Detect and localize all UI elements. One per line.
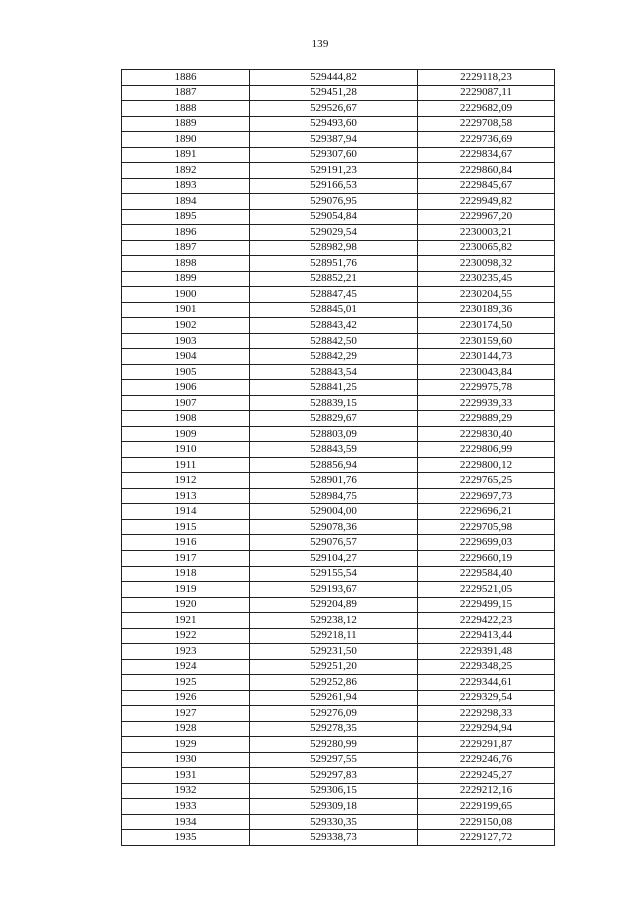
- x-coordinate-cell: 529451,28: [250, 85, 418, 101]
- table-row: [122, 613, 555, 629]
- y-coordinate-cell: 2229584,40: [418, 566, 555, 582]
- point-number-cell: 1925: [122, 675, 250, 691]
- x-coordinate-cell: 528843,54: [250, 364, 418, 380]
- y-coordinate-cell: 2229800,12: [418, 457, 555, 473]
- y-coordinate-cell: 2230235,45: [418, 271, 555, 287]
- table-row: [122, 194, 555, 210]
- table-row: [122, 799, 555, 815]
- point-number-cell: 1896: [122, 225, 250, 241]
- table-row: [122, 597, 555, 613]
- x-coordinate-cell: 529076,57: [250, 535, 418, 551]
- table-row: [122, 302, 555, 318]
- x-coordinate-cell: 528841,25: [250, 380, 418, 396]
- point-number-cell: 1898: [122, 256, 250, 272]
- point-number-cell: 1903: [122, 333, 250, 349]
- point-number-cell: 1917: [122, 550, 250, 566]
- point-number-cell: 1928: [122, 721, 250, 737]
- x-coordinate-cell: 529155,54: [250, 566, 418, 582]
- table-row: [122, 395, 555, 411]
- x-coordinate-cell: 529387,94: [250, 132, 418, 148]
- y-coordinate-cell: 2229845,67: [418, 178, 555, 194]
- point-number-cell: 1920: [122, 597, 250, 613]
- x-coordinate-cell: 529193,67: [250, 582, 418, 598]
- table-row: [122, 457, 555, 473]
- point-number-cell: 1932: [122, 783, 250, 799]
- y-coordinate-cell: 2229199,65: [418, 799, 555, 815]
- x-coordinate-cell: 529078,36: [250, 519, 418, 535]
- x-coordinate-cell: 529309,18: [250, 799, 418, 815]
- x-coordinate-cell: 528839,15: [250, 395, 418, 411]
- y-coordinate-cell: 2229521,05: [418, 582, 555, 598]
- point-number-cell: 1931: [122, 768, 250, 784]
- table-row: [122, 70, 555, 86]
- point-number-cell: 1918: [122, 566, 250, 582]
- table-row: [122, 411, 555, 427]
- table-row: [122, 132, 555, 148]
- point-number-cell: 1888: [122, 101, 250, 117]
- table-row: [122, 287, 555, 303]
- point-number-cell: 1911: [122, 457, 250, 473]
- x-coordinate-cell: 529338,73: [250, 830, 418, 846]
- y-coordinate-cell: 2230043,84: [418, 364, 555, 380]
- point-number-cell: 1910: [122, 442, 250, 458]
- point-number-cell: 1894: [122, 194, 250, 210]
- x-coordinate-cell: 529297,55: [250, 752, 418, 768]
- point-number-cell: 1934: [122, 814, 250, 830]
- table-row: [122, 504, 555, 520]
- table-row: [122, 535, 555, 551]
- point-number-cell: 1902: [122, 318, 250, 334]
- page-number: 139: [311, 38, 329, 50]
- table-row: [122, 830, 555, 846]
- x-coordinate-cell: 528845,01: [250, 302, 418, 318]
- point-number-cell: 1908: [122, 411, 250, 427]
- table-body: [122, 70, 555, 846]
- y-coordinate-cell: 2230144,73: [418, 349, 555, 365]
- table-row: [122, 644, 555, 660]
- x-coordinate-cell: 528843,59: [250, 442, 418, 458]
- table-row: [122, 659, 555, 675]
- y-coordinate-cell: 2229245,27: [418, 768, 555, 784]
- y-coordinate-cell: 2229660,19: [418, 550, 555, 566]
- x-coordinate-cell: 529204,89: [250, 597, 418, 613]
- x-coordinate-cell: 528842,50: [250, 333, 418, 349]
- table-row: [122, 628, 555, 644]
- table-row: [122, 163, 555, 179]
- point-number-cell: 1919: [122, 582, 250, 598]
- y-coordinate-cell: 2229939,33: [418, 395, 555, 411]
- table-row: [122, 147, 555, 163]
- x-coordinate-cell: 529276,09: [250, 706, 418, 722]
- x-coordinate-cell: 529166,53: [250, 178, 418, 194]
- x-coordinate-cell: 528803,09: [250, 426, 418, 442]
- y-coordinate-cell: 2230189,36: [418, 302, 555, 318]
- x-coordinate-cell: 529444,82: [250, 70, 418, 86]
- table-row: [122, 116, 555, 132]
- point-number-cell: 1926: [122, 690, 250, 706]
- point-number-cell: 1933: [122, 799, 250, 815]
- table-row: [122, 706, 555, 722]
- table-row: [122, 349, 555, 365]
- point-number-cell: 1893: [122, 178, 250, 194]
- x-coordinate-cell: 529218,11: [250, 628, 418, 644]
- table-row: [122, 814, 555, 830]
- point-number-cell: 1927: [122, 706, 250, 722]
- table-row: [122, 225, 555, 241]
- point-number-cell: 1887: [122, 85, 250, 101]
- point-number-cell: 1905: [122, 364, 250, 380]
- point-number-cell: 1923: [122, 644, 250, 660]
- point-number-cell: 1924: [122, 659, 250, 675]
- y-coordinate-cell: 2230003,21: [418, 225, 555, 241]
- x-coordinate-cell: 528984,75: [250, 488, 418, 504]
- y-coordinate-cell: 2229705,98: [418, 519, 555, 535]
- x-coordinate-cell: 529054,84: [250, 209, 418, 225]
- table-row: [122, 737, 555, 753]
- table-row: [122, 675, 555, 691]
- x-coordinate-cell: 528951,76: [250, 256, 418, 272]
- y-coordinate-cell: 2229298,33: [418, 706, 555, 722]
- table-row: [122, 333, 555, 349]
- point-number-cell: 1922: [122, 628, 250, 644]
- table-row: [122, 178, 555, 194]
- table-row: [122, 519, 555, 535]
- point-number-cell: 1930: [122, 752, 250, 768]
- point-number-cell: 1892: [122, 163, 250, 179]
- x-coordinate-cell: 529280,99: [250, 737, 418, 753]
- x-coordinate-cell: 528982,98: [250, 240, 418, 256]
- y-coordinate-cell: 2229291,87: [418, 737, 555, 753]
- x-coordinate-cell: 528852,21: [250, 271, 418, 287]
- y-coordinate-cell: 2230098,32: [418, 256, 555, 272]
- y-coordinate-cell: 2229765,25: [418, 473, 555, 489]
- point-number-cell: 1929: [122, 737, 250, 753]
- point-number-cell: 1897: [122, 240, 250, 256]
- y-coordinate-cell: 2229889,29: [418, 411, 555, 427]
- y-coordinate-cell: 2229329,54: [418, 690, 555, 706]
- y-coordinate-cell: 2230065,82: [418, 240, 555, 256]
- table-row: [122, 690, 555, 706]
- x-coordinate-cell: 529297,83: [250, 768, 418, 784]
- table-row: [122, 101, 555, 117]
- point-number-cell: 1891: [122, 147, 250, 163]
- x-coordinate-cell: 528842,29: [250, 349, 418, 365]
- y-coordinate-cell: 2229127,72: [418, 830, 555, 846]
- x-coordinate-cell: 529330,35: [250, 814, 418, 830]
- table-row: [122, 364, 555, 380]
- x-coordinate-cell: 528829,67: [250, 411, 418, 427]
- y-coordinate-cell: 2229806,99: [418, 442, 555, 458]
- y-coordinate-cell: 2229413,44: [418, 628, 555, 644]
- x-coordinate-cell: 529306,15: [250, 783, 418, 799]
- table-row: [122, 783, 555, 799]
- point-number-cell: 1912: [122, 473, 250, 489]
- point-number-cell: 1889: [122, 116, 250, 132]
- x-coordinate-cell: 528901,76: [250, 473, 418, 489]
- point-number-cell: 1921: [122, 613, 250, 629]
- y-coordinate-cell: 2230204,55: [418, 287, 555, 303]
- y-coordinate-cell: 2229344,61: [418, 675, 555, 691]
- y-coordinate-cell: 2229696,21: [418, 504, 555, 520]
- table-row: [122, 721, 555, 737]
- x-coordinate-cell: 528843,42: [250, 318, 418, 334]
- x-coordinate-cell: 529307,60: [250, 147, 418, 163]
- y-coordinate-cell: 2229967,20: [418, 209, 555, 225]
- y-coordinate-cell: 2229699,03: [418, 535, 555, 551]
- x-coordinate-cell: 529261,94: [250, 690, 418, 706]
- table-row: [122, 318, 555, 334]
- y-coordinate-cell: 2229860,84: [418, 163, 555, 179]
- table-row: [122, 426, 555, 442]
- point-number-cell: 1907: [122, 395, 250, 411]
- x-coordinate-cell: 529251,20: [250, 659, 418, 675]
- x-coordinate-cell: 529278,35: [250, 721, 418, 737]
- table-row: [122, 442, 555, 458]
- point-number-cell: 1901: [122, 302, 250, 318]
- x-coordinate-cell: 528847,45: [250, 287, 418, 303]
- table-row: [122, 271, 555, 287]
- x-coordinate-cell: 529004,00: [250, 504, 418, 520]
- point-number-cell: 1914: [122, 504, 250, 520]
- x-coordinate-cell: 528856,94: [250, 457, 418, 473]
- y-coordinate-cell: 2229150,08: [418, 814, 555, 830]
- y-coordinate-cell: 2229830,40: [418, 426, 555, 442]
- table-row: [122, 550, 555, 566]
- coordinates-table: [121, 69, 555, 846]
- point-number-cell: 1900: [122, 287, 250, 303]
- y-coordinate-cell: 2229682,09: [418, 101, 555, 117]
- y-coordinate-cell: 2229391,48: [418, 644, 555, 660]
- point-number-cell: 1916: [122, 535, 250, 551]
- y-coordinate-cell: 2229212,16: [418, 783, 555, 799]
- point-number-cell: 1890: [122, 132, 250, 148]
- point-number-cell: 1915: [122, 519, 250, 535]
- y-coordinate-cell: 2229087,11: [418, 85, 555, 101]
- y-coordinate-cell: 2229348,25: [418, 659, 555, 675]
- x-coordinate-cell: 529493,60: [250, 116, 418, 132]
- y-coordinate-cell: 2230159,60: [418, 333, 555, 349]
- point-number-cell: 1886: [122, 70, 250, 86]
- y-coordinate-cell: 2229499,15: [418, 597, 555, 613]
- x-coordinate-cell: 529191,23: [250, 163, 418, 179]
- y-coordinate-cell: 2229949,82: [418, 194, 555, 210]
- table-row: [122, 256, 555, 272]
- y-coordinate-cell: 2229834,67: [418, 147, 555, 163]
- table-row: [122, 473, 555, 489]
- point-number-cell: 1906: [122, 380, 250, 396]
- y-coordinate-cell: 2229736,69: [418, 132, 555, 148]
- point-number-cell: 1899: [122, 271, 250, 287]
- table-row: [122, 240, 555, 256]
- y-coordinate-cell: 2229294,94: [418, 721, 555, 737]
- point-number-cell: 1935: [122, 830, 250, 846]
- table-row: [122, 488, 555, 504]
- x-coordinate-cell: 529252,86: [250, 675, 418, 691]
- y-coordinate-cell: 2229246,76: [418, 752, 555, 768]
- x-coordinate-cell: 529029,54: [250, 225, 418, 241]
- table-row: [122, 209, 555, 225]
- point-number-cell: 1895: [122, 209, 250, 225]
- point-number-cell: 1904: [122, 349, 250, 365]
- table-row: [122, 752, 555, 768]
- x-coordinate-cell: 529104,27: [250, 550, 418, 566]
- y-coordinate-cell: 2230174,50: [418, 318, 555, 334]
- y-coordinate-cell: 2229697,73: [418, 488, 555, 504]
- table-row: [122, 85, 555, 101]
- point-number-cell: 1913: [122, 488, 250, 504]
- table-row: [122, 582, 555, 598]
- y-coordinate-cell: 2229975,78: [418, 380, 555, 396]
- table-row: [122, 380, 555, 396]
- y-coordinate-cell: 2229422,23: [418, 613, 555, 629]
- y-coordinate-cell: 2229708,58: [418, 116, 555, 132]
- table-row: [122, 768, 555, 784]
- point-number-cell: 1909: [122, 426, 250, 442]
- x-coordinate-cell: 529231,50: [250, 644, 418, 660]
- x-coordinate-cell: 529526,67: [250, 101, 418, 117]
- y-coordinate-cell: 2229118,23: [418, 70, 555, 86]
- x-coordinate-cell: 529238,12: [250, 613, 418, 629]
- table-row: [122, 566, 555, 582]
- x-coordinate-cell: 529076,95: [250, 194, 418, 210]
